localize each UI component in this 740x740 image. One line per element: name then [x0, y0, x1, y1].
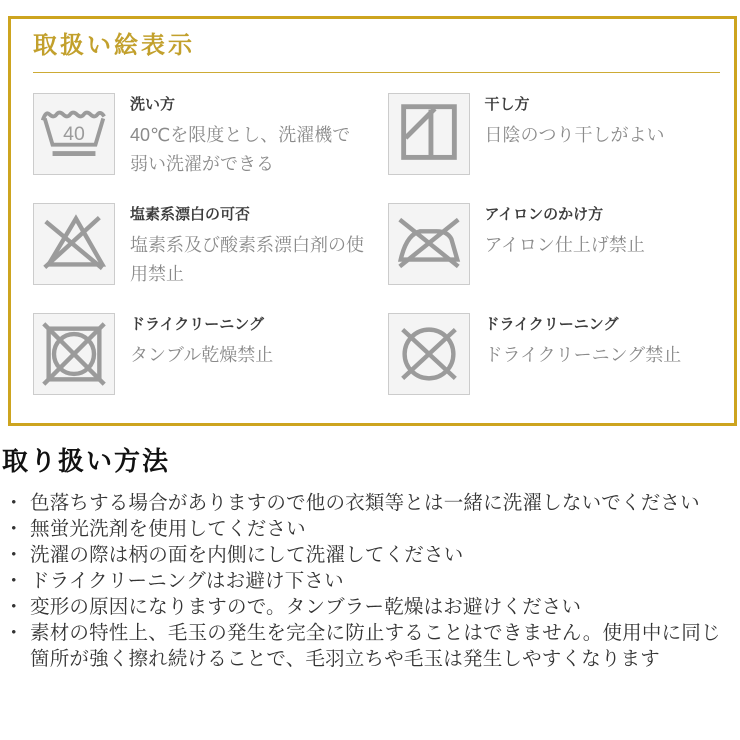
care-item-dry — [388, 93, 721, 179]
care-item-dryclean — [388, 313, 721, 395]
care-item-title: ドライクリーニング — [484, 316, 619, 333]
handling-title: 取り扱い方法 — [2, 446, 171, 476]
care-item-desc: 40℃を限度とし、洗濯機で弱い洗濯ができる — [130, 125, 351, 174]
care-symbols-panel — [8, 16, 737, 426]
care-item-title: アイロンのかけ方 — [484, 206, 604, 223]
title-divider — [33, 72, 720, 73]
care-symbols-grid — [33, 93, 720, 395]
shade-hang-dry-icon — [388, 93, 470, 175]
no-tumble-dry-icon — [33, 313, 115, 395]
no-bleach-icon — [33, 203, 115, 285]
care-item-title: 塩素系漂白の可否 — [130, 206, 251, 223]
care-item-text — [130, 313, 273, 370]
care-item-iron — [388, 203, 721, 289]
handling-list-item: ・ 変形の原因になりますので。タンブラー乾燥はお避けください — [2, 594, 730, 620]
care-item-title: ドライクリーニング — [130, 316, 264, 333]
care-item-desc: タンブル乾燥禁止 — [130, 345, 274, 365]
care-symbols-title: 取扱い絵表示 — [33, 32, 195, 59]
handling-list — [2, 490, 730, 672]
handling-list-item: ・ 素材の特性上、毛玉の発生を完全に防止することはできません。使用中に同じ箇所が強く擦れ続けることで、毛羽立ちや毛玉は発生しやすくなります — [2, 620, 730, 672]
care-item-text — [130, 93, 366, 179]
care-item-text — [485, 93, 665, 150]
care-item-text — [485, 203, 645, 260]
care-item-desc: アイロン仕上げ禁止 — [484, 235, 645, 255]
wash-temp-label: 40 — [63, 122, 85, 145]
no-iron-icon — [388, 203, 470, 285]
care-item-text — [130, 203, 366, 289]
care-item-bleach — [33, 203, 366, 289]
care-item-title: 洗い方 — [130, 96, 176, 113]
no-dry-cleaning-icon — [388, 313, 470, 395]
care-item-desc: 日陰のつり干しがよい — [484, 125, 665, 145]
handling-list-item: ・ 洗濯の際は柄の面を内側にして洗濯してください — [2, 542, 730, 568]
care-item-desc: 塩素系及び酸素系漂白剤の使用禁止 — [130, 235, 364, 284]
handling-list-item: ・ ドライクリーニングはお避け下さい — [2, 568, 730, 594]
handling-list-item: ・ 無蛍光洗剤を使用してください — [2, 516, 730, 542]
handling-list-item: ・ 色落ちする場合がありますので他の衣類等とは一緒に洗濯しないでください — [2, 490, 730, 516]
wash-40-icon — [33, 93, 115, 175]
care-item-desc: ドライクリーニング禁止 — [484, 345, 682, 365]
handling-section — [2, 445, 730, 672]
care-item-text — [485, 313, 682, 370]
care-item-tumble — [33, 313, 366, 395]
care-item-title: 干し方 — [484, 96, 530, 113]
care-item-wash — [33, 93, 366, 179]
